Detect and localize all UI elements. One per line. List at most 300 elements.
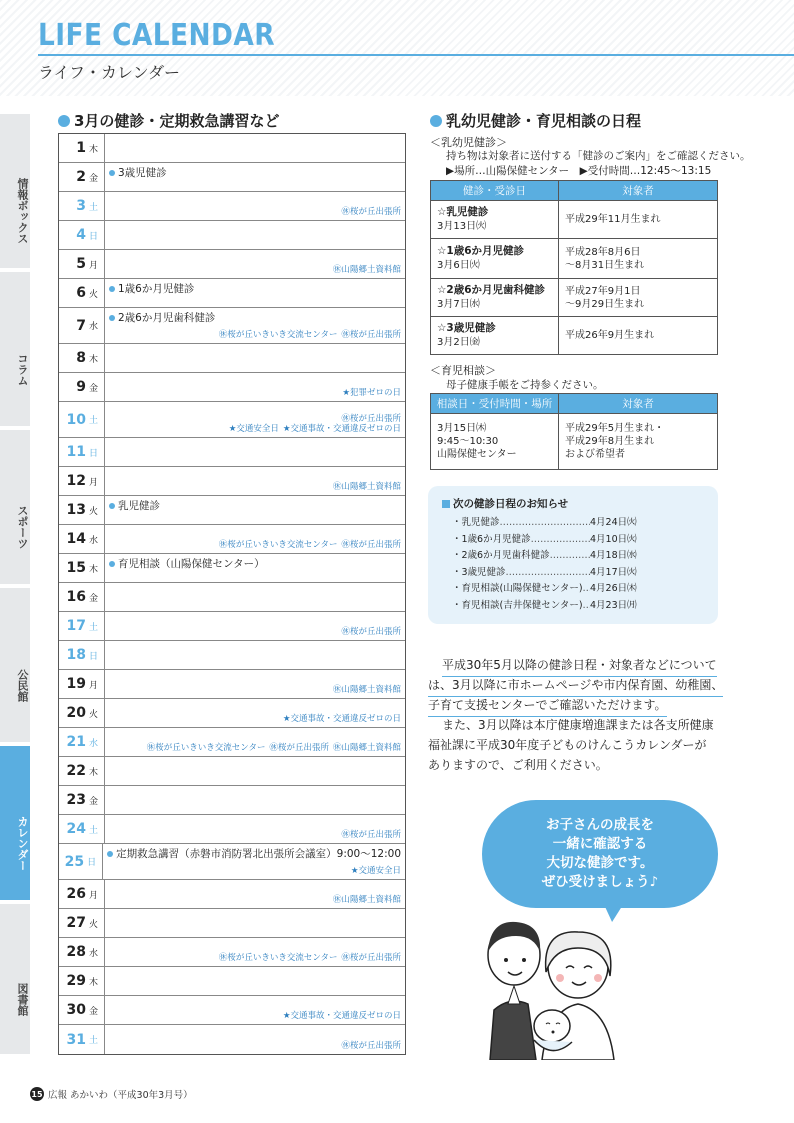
calendar-title-text: 3月の健診・定期救急講習など — [74, 112, 280, 130]
calendar-day-cell — [59, 192, 105, 220]
day-number: 14 — [66, 531, 86, 547]
calendar-day-cell — [59, 221, 105, 249]
notice-item-date: 4月18日㈬ — [590, 550, 637, 561]
calendar-event-cell — [105, 670, 405, 698]
notice-item-name-text: ・3歳児健診 — [452, 566, 506, 578]
paragraph-line-3: 子育て支援センターでご確認いただけます。 — [428, 696, 667, 717]
calendar-row — [59, 641, 405, 670]
calendar-event-cell — [105, 815, 405, 843]
table-row — [431, 317, 718, 355]
notes-line — [329, 685, 401, 696]
weekday: 金 — [88, 796, 98, 807]
closure-note: ★交通事故・交通違反ゼロの日 — [282, 714, 401, 725]
kenshin-head: ＜乳幼児健診＞ — [430, 136, 507, 149]
calendar-row — [59, 163, 405, 192]
closure-note: ㊡桜が丘出張所 — [341, 540, 401, 551]
weekday: 金 — [88, 1006, 98, 1017]
day-number: 3 — [76, 198, 86, 214]
notes-line — [337, 830, 401, 841]
bullet-icon — [109, 561, 115, 567]
day-number: 16 — [66, 589, 86, 605]
calendar-day-cell — [59, 438, 105, 466]
notice-item-name — [452, 565, 590, 582]
side-tab-column[interactable]: コラム — [0, 272, 30, 428]
calendar-row — [59, 467, 405, 496]
day-number: 21 — [66, 734, 86, 750]
day-number: 1 — [76, 140, 86, 156]
day-number: 23 — [66, 792, 86, 808]
bubble-line-2: 一緒に確認する — [552, 836, 648, 852]
calendar-row — [59, 909, 405, 938]
calendar-day-cell — [59, 163, 105, 191]
day-number: 29 — [66, 973, 86, 989]
soudan-right-cell — [559, 414, 718, 470]
calendar-event-cell — [105, 967, 405, 995]
page-subtitle: ライフ・カレンダー — [38, 63, 181, 82]
calendar-notes — [329, 685, 401, 696]
calendar-day-cell — [59, 967, 105, 995]
calendar-row — [59, 728, 405, 757]
notice-item-name-text: ・育児相談(吉井保健センター) — [452, 599, 583, 611]
notice-item-name — [452, 532, 590, 549]
calendar-row — [59, 344, 405, 373]
calendar-event-cell — [105, 221, 405, 249]
closure-note: ㊡桜が丘出張所 — [341, 207, 401, 218]
calendar-day-cell — [59, 641, 105, 669]
day-number: 6 — [76, 285, 86, 301]
calendar-row — [59, 844, 405, 880]
bullet-icon — [58, 115, 70, 127]
kenshin-target-cell — [559, 279, 718, 317]
table-row — [431, 201, 718, 239]
list-item — [442, 515, 704, 532]
notice-item-date: 4月26日㈭ — [590, 583, 637, 594]
bullet-icon — [109, 170, 115, 176]
bubble-line-3: 大切な健診です。 — [546, 855, 654, 871]
day-number: 17 — [66, 618, 86, 634]
calendar-notes — [279, 714, 401, 725]
soudan-table — [430, 393, 718, 470]
calendar-day-cell — [59, 250, 105, 278]
calendar-row — [59, 373, 405, 402]
weekday: 木 — [88, 144, 98, 155]
next-schedule-notice — [428, 486, 718, 624]
notes-line — [215, 330, 401, 341]
calendar-event-cell — [105, 308, 405, 343]
calendar-event — [109, 498, 401, 513]
table-row — [431, 279, 718, 317]
calendar-event — [109, 281, 401, 296]
calendar-event — [109, 556, 401, 571]
day-number: 31 — [66, 1031, 86, 1048]
bullet-icon — [109, 315, 115, 321]
kenshin-date: 3月13日㈫ — [437, 220, 487, 232]
notice-item-date: 4月17日㈫ — [590, 566, 637, 578]
closure-note: ㊡山陽郷土資料館 — [332, 265, 401, 276]
side-tab-community-hall[interactable]: 公民館 — [0, 588, 30, 744]
weekday: 水 — [88, 738, 98, 749]
calendar-table — [58, 133, 406, 1055]
notes-line — [337, 1041, 401, 1052]
notice-item-name — [452, 581, 590, 598]
calendar-day-cell — [59, 909, 105, 937]
closure-note: ★犯罪ゼロの日 — [342, 388, 401, 399]
page-title: LIFE CALENDAR — [38, 18, 276, 53]
day-number: 9 — [76, 379, 86, 395]
calendar-day-cell — [59, 554, 105, 582]
side-tab-library[interactable]: 図書館 — [0, 904, 30, 1056]
calendar-notes — [215, 953, 401, 964]
side-tab-info-box[interactable]: 情報ボックス — [0, 114, 30, 270]
calendar-event-cell — [105, 250, 405, 278]
page-number: 15 — [30, 1087, 44, 1101]
notes-line — [329, 482, 401, 493]
calendar-day-cell — [59, 279, 105, 307]
kenshin-target: 平成27年9月1日 — [565, 285, 641, 297]
calendar-day-cell — [59, 1025, 105, 1054]
kenshin-name: ☆3歳児健診 — [437, 322, 496, 335]
calendar-event-cell — [103, 844, 405, 879]
calendar-section-title — [58, 110, 279, 131]
weekday: 金 — [88, 383, 98, 394]
day-number: 10 — [66, 411, 86, 428]
weekday: 火 — [88, 506, 98, 517]
event-text: 3歳児健診 — [118, 167, 167, 179]
calendar-notes — [338, 388, 401, 399]
weekday: 月 — [88, 890, 98, 901]
calendar-notes — [279, 1011, 401, 1022]
notice-item-name-text: ・育児相談(山陽保健センター) — [452, 583, 583, 594]
calendar-event-cell — [105, 134, 405, 162]
infant-section-title — [430, 110, 641, 131]
calendar-notes — [337, 830, 401, 841]
closure-note: ㊡桜が丘いきいき交流センター — [146, 743, 266, 754]
event-text: 1歳6か月児健診 — [118, 283, 195, 295]
closure-note: ㊡桜が丘いきいき交流センター — [218, 953, 338, 964]
day-number: 19 — [66, 676, 86, 692]
square-icon — [442, 500, 450, 508]
day-number: 4 — [76, 227, 86, 243]
calendar-row — [59, 221, 405, 250]
event-text: 乳児健診 — [118, 500, 160, 512]
notice-title-text: 次の健診日程のお知らせ — [453, 498, 569, 510]
notes-line — [347, 866, 401, 877]
day-number: 8 — [76, 350, 86, 366]
calendar-event-cell — [105, 467, 405, 495]
calendar-event-cell — [105, 699, 405, 727]
paragraph-line-5: 福祉課に平成30年度子どものけんこうカレンダーが — [428, 738, 707, 752]
footer-text: 広報 あかいわ（平成30年3月号） — [48, 1090, 193, 1101]
list-item — [442, 565, 704, 582]
calendar-notes — [143, 743, 401, 754]
weekday: 木 — [88, 564, 98, 575]
day-number: 7 — [76, 317, 86, 334]
calendar-day-cell — [59, 496, 105, 524]
notice-item-name — [452, 515, 590, 532]
closure-note: ㊡山陽郷土資料館 — [332, 482, 401, 493]
calendar-event-cell — [105, 525, 405, 553]
day-number: 28 — [66, 944, 86, 960]
calendar-row — [59, 699, 405, 728]
calendar-event-cell — [105, 1025, 405, 1054]
calendar-day-cell — [59, 996, 105, 1024]
day-number: 22 — [66, 763, 86, 779]
kenshin-header-date: 健診・受診日 — [431, 181, 559, 201]
bubble-line-4: ぜひ受けましょう♪ — [541, 874, 659, 890]
kenshin-target-cell — [559, 201, 718, 239]
day-number: 11 — [66, 444, 86, 460]
calendar-notes — [337, 627, 401, 638]
notes-line — [215, 540, 401, 551]
kenshin-name: ☆2歳6か月児歯科健診 — [437, 284, 546, 297]
notice-item-date: 4月23日㈪ — [590, 599, 637, 611]
weekday: 木 — [88, 767, 98, 778]
calendar-day-cell — [59, 786, 105, 814]
bullet-icon — [109, 286, 115, 292]
calendar-event-cell — [105, 757, 405, 785]
calendar-day-cell — [59, 373, 105, 401]
day-number: 15 — [66, 560, 86, 576]
day-number: 27 — [66, 915, 86, 931]
notes-line — [215, 953, 401, 964]
day-number: 25 — [64, 853, 85, 870]
closure-note: ㊡桜が丘出張所 — [341, 330, 401, 341]
weekday: 日 — [88, 448, 98, 459]
calendar-row — [59, 554, 405, 583]
soudan-head: ＜育児相談＞ — [430, 364, 496, 377]
calendar-day-cell — [59, 402, 105, 437]
soudan-left-cell — [431, 414, 559, 470]
side-tab-sports[interactable]: スポーツ — [0, 430, 30, 586]
notice-title — [442, 496, 704, 511]
calendar-notes — [215, 330, 401, 341]
weekday: 火 — [88, 289, 98, 300]
weekday: 土 — [88, 202, 98, 213]
calendar-event-cell — [105, 728, 405, 756]
kenshin-target: ～8月31日生まれ — [565, 259, 645, 271]
notes-line — [143, 743, 401, 754]
weekday: 土 — [88, 1036, 98, 1046]
weekday: 日 — [87, 858, 97, 868]
closure-note: ★交通安全日 — [228, 424, 279, 435]
notes-line — [225, 424, 401, 435]
weekday: 金 — [88, 173, 98, 184]
calendar-day-cell — [59, 757, 105, 785]
calendar-row — [59, 996, 405, 1025]
paragraph-line-1: 平成30年5月以降の健診日程・対象者などについて — [442, 656, 717, 677]
soudan-place: 山陽保健センター — [437, 449, 517, 460]
day-number: 18 — [66, 647, 86, 663]
calendar-day-cell — [59, 815, 105, 843]
notes-line — [279, 714, 401, 725]
table-row — [431, 239, 718, 279]
list-item — [442, 532, 704, 549]
calendar-row — [59, 496, 405, 525]
closure-note: ㊡桜が丘出張所 — [341, 627, 401, 638]
kenshin-date: 3月7日㈬ — [437, 298, 480, 310]
calendar-row — [59, 670, 405, 699]
calendar-row — [59, 308, 405, 344]
calendar-event-cell — [105, 583, 405, 611]
kenshin-target-cell — [559, 317, 718, 355]
kenshin-table — [430, 180, 718, 355]
weekday: 月 — [88, 477, 98, 488]
closure-note: ★交通事故・交通違反ゼロの日 — [282, 424, 401, 435]
notice-item-name-text: ・2歳6か月児歯科健診 — [452, 550, 550, 561]
kenshin-name-cell — [431, 279, 559, 317]
closure-note: ㊡桜が丘いきいき交流センター — [218, 330, 338, 341]
calendar-day-cell — [59, 728, 105, 756]
calendar-row — [59, 880, 405, 909]
kenshin-line2: ▶場所…山陽保健センター ▶受付時間…12:45～13:15 — [446, 165, 712, 177]
day-number: 30 — [66, 1002, 86, 1018]
calendar-row — [59, 525, 405, 554]
notes-line — [279, 1011, 401, 1022]
calendar-row — [59, 438, 405, 467]
calendar-row — [59, 583, 405, 612]
calendar-row — [59, 938, 405, 967]
calendar-row — [59, 757, 405, 786]
day-number: 13 — [66, 502, 86, 518]
calendar-notes — [329, 265, 401, 276]
calendar-event-cell — [105, 279, 405, 307]
calendar-row — [59, 786, 405, 815]
soudan-header-date: 相談日・受付時間・場所 — [431, 394, 559, 414]
notice-item-name-text: ・乳児健診 — [452, 517, 500, 528]
calendar-day-cell — [59, 612, 105, 640]
calendar-notes — [337, 207, 401, 218]
weekday: 土 — [88, 825, 98, 836]
notice-item-name — [452, 598, 590, 615]
calendar-notes — [225, 414, 401, 435]
notes-line — [337, 207, 401, 218]
closure-note: ★交通事故・交通違反ゼロの日 — [282, 1011, 401, 1022]
calendar-event — [107, 846, 401, 861]
closure-note: ㊡桜が丘出張所 — [341, 1041, 401, 1052]
calendar-event-cell — [105, 192, 405, 220]
calendar-event-cell — [105, 612, 405, 640]
weekday: 金 — [88, 593, 98, 604]
kenshin-header-target: 対象者 — [559, 181, 718, 201]
calendar-event-cell — [105, 402, 405, 437]
paragraph-line-2: は、3月以降に市ホームページや市内保育園、幼稚園、 — [428, 676, 723, 697]
calendar-day-cell — [59, 699, 105, 727]
calendar-event-cell — [105, 880, 405, 908]
kenshin-date: 3月6日㈫ — [437, 259, 480, 271]
notice-item-date: 4月10日㈫ — [590, 533, 637, 545]
bullet-icon — [430, 115, 442, 127]
calendar-event-cell — [105, 344, 405, 372]
closure-note: ㊡桜が丘出張所 — [341, 413, 401, 424]
family-illustration — [470, 900, 660, 1060]
event-text: 定期救急講習（赤磐市消防署北出張所会議室）9:00～12:00 — [116, 848, 401, 860]
kenshin-name: ☆乳児健診 — [437, 206, 489, 219]
calendar-event-cell — [105, 786, 405, 814]
calendar-event-cell — [105, 163, 405, 191]
event-text: 育児相談（山陽保健センター） — [118, 558, 265, 570]
footer — [30, 1087, 193, 1101]
calendar-day-cell — [59, 344, 105, 372]
kenshin-name-cell — [431, 239, 559, 279]
calendar-event-cell — [105, 938, 405, 966]
calendar-event-cell — [105, 641, 405, 669]
kenshin-date: 3月2日㈮ — [437, 336, 480, 348]
weekday: 月 — [88, 260, 98, 271]
day-number: 26 — [66, 886, 86, 902]
soudan-line: 母子健康手帳をご持参ください。 — [446, 379, 604, 391]
calendar-day-cell — [59, 525, 105, 553]
calendar-row — [59, 402, 405, 438]
speech-bubble — [482, 800, 718, 908]
calendar-notes — [337, 1041, 401, 1052]
notes-line — [337, 627, 401, 638]
infant-title-text: 乳幼児健診・育児相談の日程 — [446, 112, 642, 130]
calendar-event-cell — [105, 438, 405, 466]
soudan-target-2: 平成29年8月生まれ — [565, 436, 655, 447]
calendar-event-cell — [105, 373, 405, 401]
calendar-notes — [347, 866, 401, 877]
notes-line — [338, 388, 401, 399]
calendar-event-cell — [105, 996, 405, 1024]
soudan-target-3: および希望者 — [565, 449, 625, 460]
closure-note: ㊡桜が丘いきいき交流センター — [218, 540, 338, 551]
notes-line — [329, 265, 401, 276]
weekday: 日 — [88, 651, 98, 662]
kenshin-name-cell — [431, 201, 559, 239]
kenshin-target-cell — [559, 239, 718, 279]
weekday: 火 — [88, 709, 98, 720]
day-number: 5 — [76, 256, 86, 272]
weekday: 火 — [88, 919, 98, 930]
closure-note: ㊡山陽郷土資料館 — [332, 743, 401, 754]
calendar-event — [109, 165, 401, 180]
calendar-event-cell — [105, 554, 405, 582]
kenshin-name: ☆1歳6か月児健診 — [437, 245, 525, 258]
bullet-icon — [107, 851, 113, 857]
calendar-notes — [329, 482, 401, 493]
header-rule — [38, 54, 794, 56]
kenshin-target: 平成26年9月生まれ — [565, 330, 655, 341]
day-number: 24 — [66, 821, 86, 837]
kenshin-target: 平成28年8月6日 — [565, 246, 641, 258]
closure-note: ㊡桜が丘出張所 — [341, 953, 401, 964]
event-text: 2歳6か月児歯科健診 — [118, 312, 216, 324]
notice-item-date: 4月24日㈫ — [590, 517, 637, 528]
calendar-row — [59, 815, 405, 844]
notice-item-name-text: ・1歳6か月児健診 — [452, 533, 531, 545]
weekday: 木 — [88, 977, 98, 988]
calendar-notes — [215, 540, 401, 551]
soudan-header-target: 対象者 — [559, 394, 718, 414]
paragraph-line-4: また、3月以降は本庁健康増進課または各支所健康 — [442, 718, 714, 732]
list-item — [442, 598, 704, 615]
weekday: 日 — [88, 231, 98, 242]
day-number: 2 — [76, 169, 86, 185]
calendar-day-cell — [59, 467, 105, 495]
calendar-day-cell — [59, 880, 105, 908]
list-item — [442, 581, 704, 598]
soudan-target-1: 平成29年5月生まれ・ — [565, 423, 665, 434]
side-tab-calendar[interactable]: カレンダー — [0, 746, 30, 902]
calendar-day-cell — [59, 844, 103, 879]
father-figure — [488, 922, 540, 1060]
notice-item-name — [452, 548, 590, 565]
kenshin-name-cell — [431, 317, 559, 355]
bubble-line-1: お子さんの成長を — [546, 817, 654, 833]
closure-note: ㊡桜が丘出張所 — [341, 830, 401, 841]
calendar-day-cell — [59, 134, 105, 162]
day-number: 12 — [66, 473, 86, 489]
